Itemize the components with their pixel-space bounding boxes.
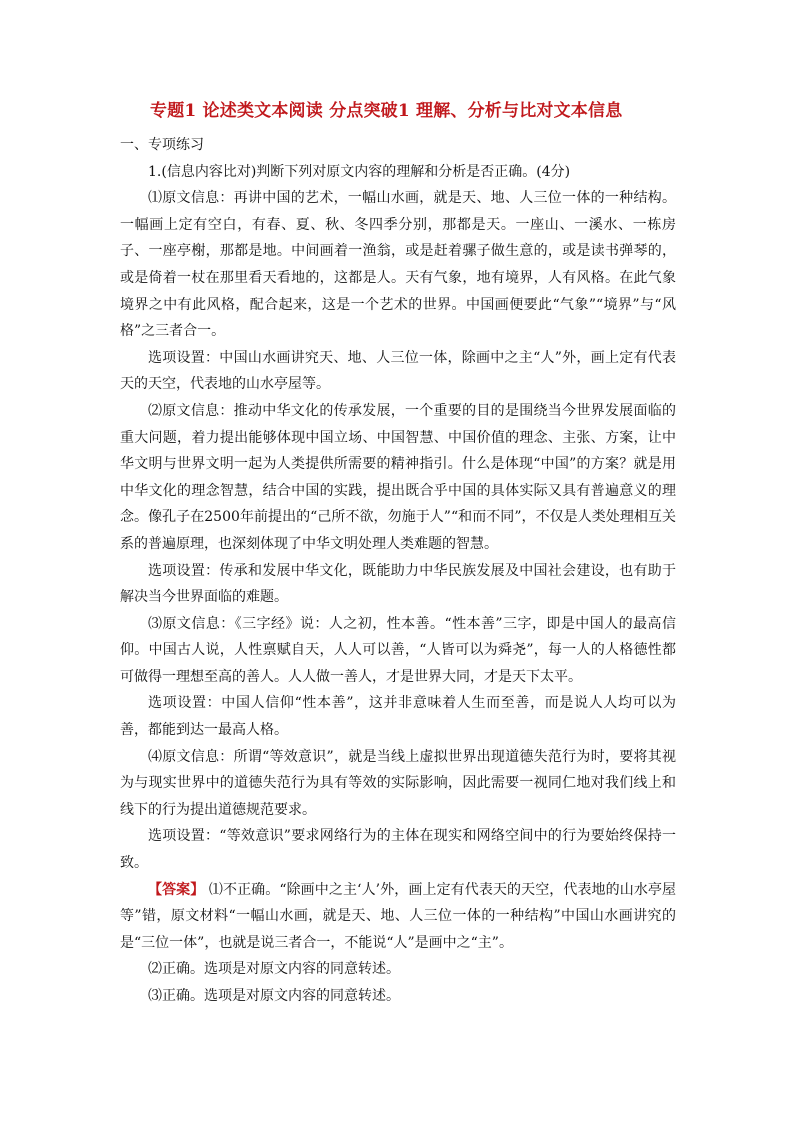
document-title: 专题1 论述类文本阅读 分点突破1 理解、分析与比对文本信息 (150, 101, 623, 121)
answer-label: 【答案】 (148, 881, 205, 898)
item-1-option: 选项设置：中国山水画讲究天、地、人三位一体，除画中之主“人”外，画上定有代表天的天空，代表地的山水亭屋等。 (120, 349, 676, 393)
answer-first: ⑴不正确。“除画中之主‘人’外，画上定有代表天的天空，代表地的山水亭屋等”错，原文材料“一幅山水画，就是天、地、人三位一体的一种结构”中国山水画讲究的是“三位一体”，也就是说三者合一，不能说“人”是画中之“主”。 (120, 881, 676, 951)
item-2-option: 选项设置：传承和发展中华文化，既能助力中华民族发展及中国社会建设，也有助于解决当今世界面临的难题。 (120, 562, 676, 606)
item-4-option: 选项设置：“等效意识”要求网络行为的主体在现实和网络空间中的行为要始终保持一致。 (120, 828, 676, 872)
item-4-original: ⑷原文信息：所谓“等效意识”，就是当线上虚拟世界出现道德失范行为时，要将其视为与现实世界中的道德失范行为具有等效的实际影响，因此需要一视同仁地对我们线上和线下的行为提出道德规范要求。 (120, 748, 676, 818)
answer-paragraph (120, 877, 676, 957)
answer-second: ⑵正确。选项是对原文内容的同意转述。 (148, 961, 400, 978)
item-3-option: 选项设置：中国人信仰“性本善”，这并非意味着人生而至善，而是说人人均可以为善，都能到达一最高人格。 (120, 695, 676, 739)
document-body (120, 132, 676, 1010)
item-2-original: ⑵原文信息：推动中华文化的传承发展，一个重要的目的是围绕当今世界发展面临的重大问题，着力提出能够体现中国立场、中国智慧、中国价值的理念、主张、方案，让中华文明与世界文明一起为人类提供所需要的精神指引。什么是体现“中国”的方案？就是用中华文化的理念智慧，结合中国的实践，提出既合乎中国的具体实际又具有普遍意义的理念。像孔子在2500年前提出的“己所不欲，勿施于人”“和而不同”，不仅是人类处理相互关系的普遍原理，也深刻体现了中华文明处理人类难题的智慧。 (120, 402, 676, 552)
item-3-original: ⑶原文信息：《三字经》说：人之初，性本善。“性本善”三字，即是中国人的最高信仰。中国古人说，人性禀赋自天，人人可以善，“人皆可以为舜尧”，每一人的人格德性都可做得一理想至高的善人。人人做一善人，才是世界大同，才是天下太平。 (120, 615, 676, 685)
question-intro: 1.(信息内容比对)判断下列对原文内容的理解和分析是否正确。(4分) (148, 163, 571, 180)
item-1-original: ⑴原文信息：再讲中国的艺术，一幅山水画，就是天、地、人三位一体的一种结构。一幅画上定有空白，有春、夏、秋、冬四季分别，那都是天。一座山、一溪水、一栋房子、一座亭榭，那都是地。中间画着一渔翁，或是赶着骡子做生意的，或是读书弹琴的，或是倚着一杖在那里看天看地的，这都是人。天有气象，地有境界，人有风格。在此气象境界之中有此风格，配合起来，这是一个艺术的世界。中国画便要此“气象”“境界”与“风格”之三者合一。 (120, 190, 676, 340)
answer-third: ⑶正确。选项是对原文内容的同意转述。 (148, 988, 400, 1004)
section-heading: 一、专项练习 (120, 137, 204, 153)
